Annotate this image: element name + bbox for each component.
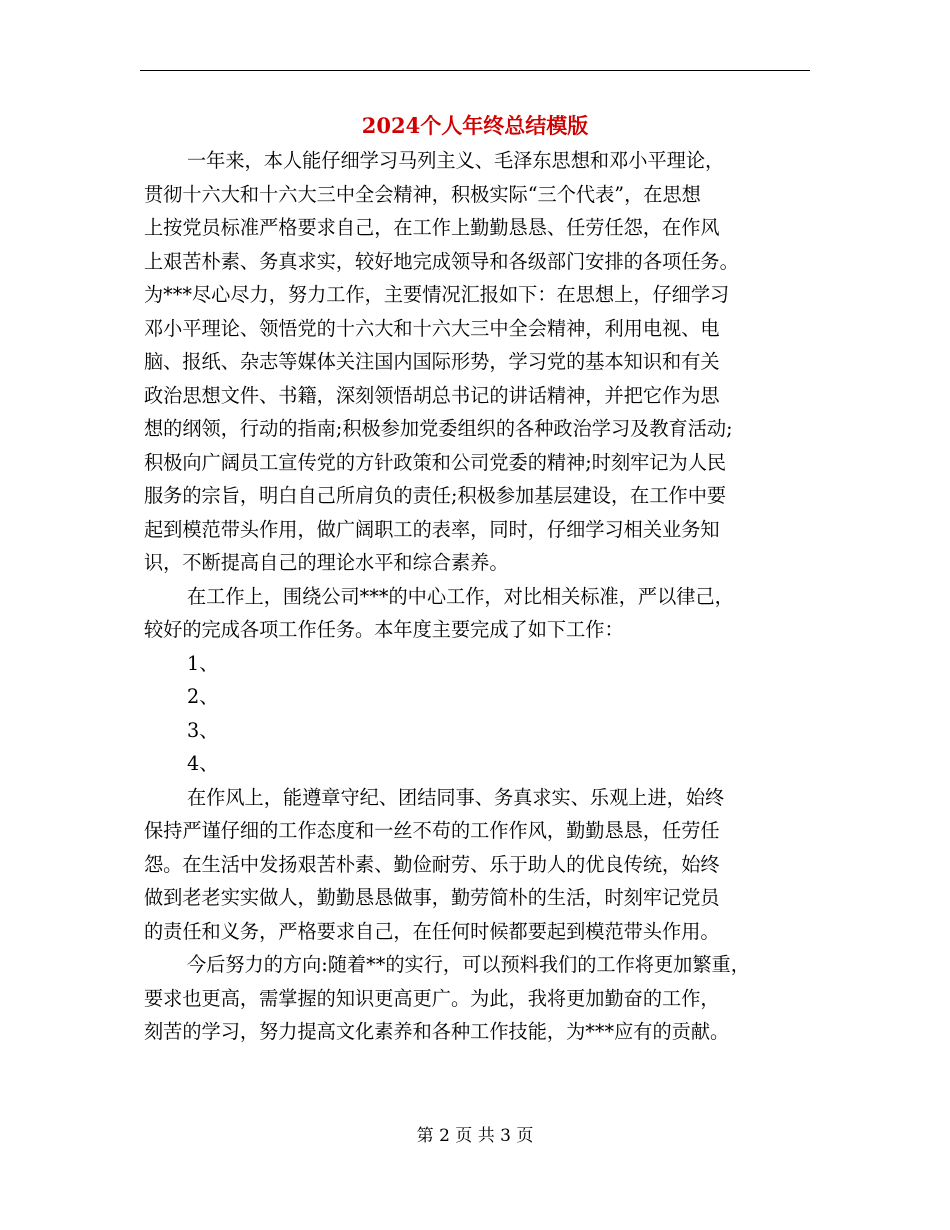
text-line: 保持严谨仔细的工作态度和一丝不苟的工作作风，勤勤恳恳，任劳任 [144,819,720,842]
document-title: 2024个人年终总结模版 [361,113,589,138]
text-line: 起到模范带头作用，做广阔职工的表率，同时，仔细学习相关业务知 [144,517,720,541]
text-line: 2、 [187,685,219,708]
text-line: 想的纲领，行动的指南;积极参加党委组织的各种政治学习及教育活动; [144,417,733,440]
text-line: 上艰苦朴素、务真求实，较好地完成领导和各级部门安排的各项任务。 [144,249,739,273]
text-line: 识，不断提高自己的理论水平和综合素养。 [144,551,509,574]
page-footer: 第 2 页 共 3 页 [416,1126,534,1146]
text-line: 怨。在生活中发扬艰苦朴素、勤俭耐劳、乐于助人的优良传统，始终 [144,852,720,876]
text-line: 服务的宗旨，明白自己所肩负的责任;积极参加基层建设，在工作中要 [144,484,727,507]
text-line: 1、 [187,651,219,675]
text-line: 上按党员标准严格要求自己，在工作上勤勤恳恳、任劳任怨，在作风 [144,216,720,239]
document-body [144,144,824,1049]
header-rule [140,70,810,71]
text-line: 脑、报纸、杂志等媒体关注国内国际形势，学习党的基本知识和有关 [144,350,720,373]
text-line: 的责任和义务，严格要求自己，在任何时候都要起到模范带头作用。 [144,919,720,943]
text-line: 在作风上，能遵章守纪、团结同事、务真求实、乐观上进，始终 [187,785,725,809]
text-line: 较好的完成各项工作任务。本年度主要完成了如下工作： [144,618,624,641]
text-line: 3、 [187,718,219,742]
text-line: 在工作上，围绕公司***的中心工作，对比相关标准，严以律己， [187,584,734,608]
text-line: 要求也更高，需掌握的知识更高更广。为此，我将更加勤奋的工作， [144,986,720,1010]
text-line: 贯彻十六大和十六大三中全会精神，积极实际“三个代表”，在思想 [144,182,701,206]
text-line: 做到老老实实做人，勤勤恳恳做事，勤劳简朴的生活，时刻牢记党员 [144,886,720,909]
text-line: 积极向广阔员工宣传党的方针政策和公司党委的精神;时刻牢记为人民 [144,450,727,474]
text-line: 为***尽心尽力，努力工作，主要情况汇报如下：在思想上，仔细学习 [144,283,730,306]
text-line: 刻苦的学习，努力提高文化素养和各种工作技能，为***应有的贡献。 [144,1020,730,1043]
text-line: 今后努力的方向:随着**的实行，可以预料我们的工作将更加繁重， [187,953,750,976]
text-line: 邓小平理论、领悟党的十六大和十六大三中全会精神，利用电视、电 [144,316,720,340]
text-line: 一年来，本人能仔细学习马列主义、毛泽东思想和邓小平理论， [187,149,725,172]
text-line: 4、 [187,752,219,775]
text-line: 政治思想文件、书籍，深刻领悟胡总书记的讲话精神，并把它作为思 [144,383,720,407]
